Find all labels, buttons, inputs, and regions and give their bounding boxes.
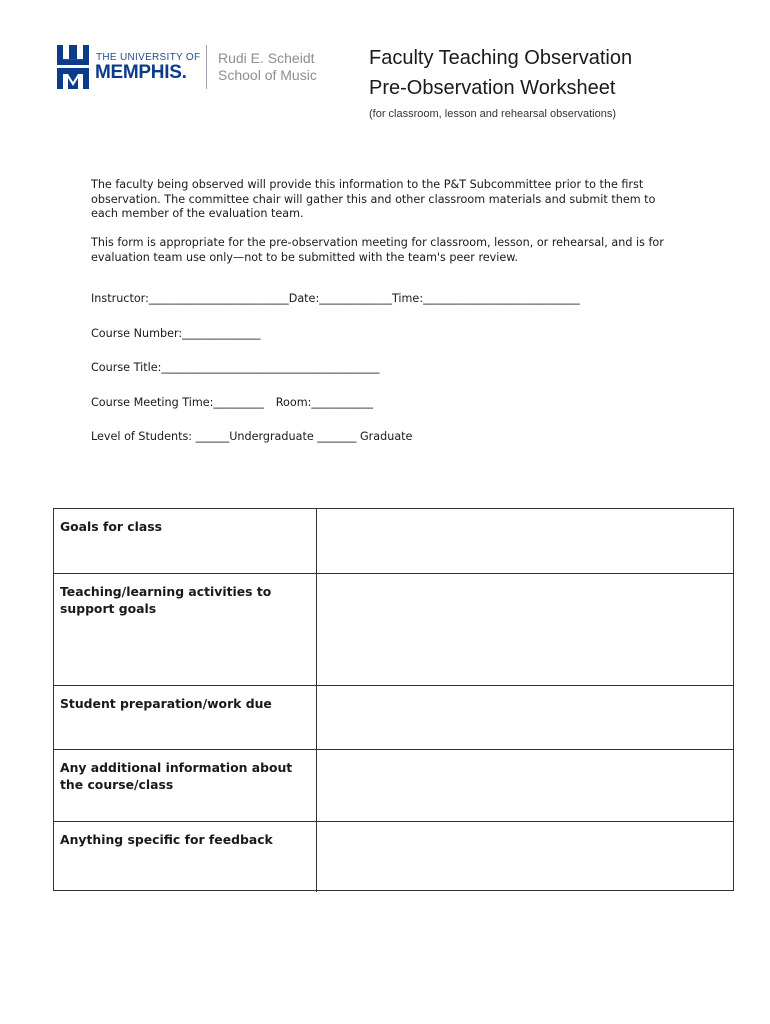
meeting-time-field[interactable]: Course Meeting Time:_________ <box>91 396 264 409</box>
observation-table <box>53 508 734 891</box>
um-logo-icon <box>56 44 90 90</box>
document-title-line1: Faculty Teaching Observation <box>369 47 633 69</box>
logo-university-text: THE UNIVERSITY OF <box>96 52 201 63</box>
table-row <box>54 686 733 750</box>
row-input-preparation[interactable] <box>317 686 733 749</box>
intro-paragraph-1: The faculty being observed will provide this information to the P&T Subcommittee prior to the first observation. The committee chair will gather this and other classroom materials and submit them to each member of the evaluation team. <box>91 178 656 220</box>
course-number-line <box>91 327 260 340</box>
table-row <box>54 574 733 686</box>
level-grad-option[interactable]: Graduate <box>360 430 413 443</box>
date-field[interactable]: Date:_____________ <box>288 292 392 305</box>
course-number-field[interactable]: Course Number:______________ <box>91 327 261 340</box>
room-field[interactable]: Room:___________ <box>275 396 373 409</box>
instructor-date-time-line <box>91 292 580 305</box>
table-row <box>54 750 733 822</box>
level-prefix-field[interactable]: Level of Students: ______ <box>91 430 230 443</box>
logo-divider <box>206 45 207 89</box>
logo-memphis-text: MEMPHIS. <box>95 62 187 83</box>
course-title-line <box>91 361 380 374</box>
university-logo <box>56 44 328 92</box>
level-undergrad-option[interactable]: Undergraduate _______ <box>229 430 360 443</box>
document-subtitle: (for classroom, lesson and rehearsal observations) <box>369 108 617 120</box>
row-input-additional-info[interactable] <box>317 750 733 821</box>
level-of-students-line <box>91 430 412 443</box>
instructor-field[interactable]: Instructor:_________________________ <box>91 292 289 305</box>
row-label-preparation: Student preparation/work due <box>54 686 317 749</box>
row-label-feedback: Anything specific for feedback <box>54 822 317 892</box>
intro-paragraph-2: This form is appropriate for the pre-observation meeting for classroom, lesson, or rehearsal, and is for evaluation team use only—not to be submitted with the team's peer review. <box>91 236 664 264</box>
table-row <box>54 509 733 574</box>
row-label-goals: Goals for class <box>54 509 317 573</box>
row-input-activities[interactable] <box>317 574 733 685</box>
time-field[interactable]: Time:____________________________ <box>391 292 580 305</box>
row-label-activities: Teaching/learning activities to support goals <box>54 574 317 685</box>
row-input-goals[interactable] <box>317 509 733 573</box>
document-title-line2: Pre-Observation Worksheet <box>369 77 616 99</box>
meeting-room-line <box>91 396 373 409</box>
logo-school-line1: Rudi E. Scheidt <box>218 50 315 66</box>
row-label-additional-info: Any additional information about the course/class <box>54 750 317 821</box>
row-input-feedback[interactable] <box>317 822 733 892</box>
table-row <box>54 822 733 892</box>
logo-school-line2: School of Music <box>218 67 317 83</box>
course-title-field[interactable]: Course Title:_______________________________________ <box>91 361 380 374</box>
